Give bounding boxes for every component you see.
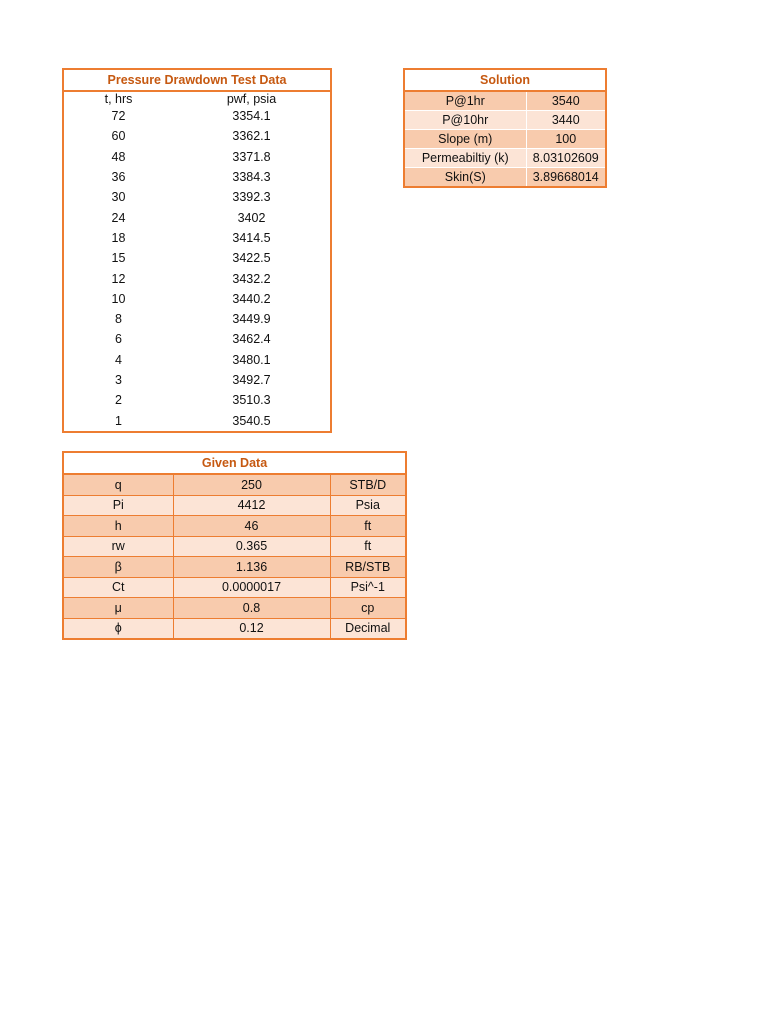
pwf-cell: 3384.3 (232, 170, 271, 185)
table-row (63, 598, 406, 619)
param-cell: h (63, 516, 173, 537)
time-cell: 72 (111, 109, 126, 124)
table-row (63, 167, 331, 187)
solution-label: Slope (m) (404, 130, 526, 149)
table-row (404, 149, 606, 168)
pwf-cell: 3440.2 (232, 291, 271, 306)
time-cell: 15 (111, 251, 126, 266)
unit-cell: cp (330, 598, 406, 619)
header-pwf: pwf, psia (226, 92, 277, 106)
solution-label: Skin(S) (404, 168, 526, 188)
table-row (63, 329, 331, 349)
value-cell: 0.12 (173, 618, 330, 639)
table-row (63, 390, 331, 410)
unit-cell: Decimal (330, 618, 406, 639)
solution-value: 8.03102609 (526, 149, 606, 168)
value-cell: 0.8 (173, 598, 330, 619)
pwf-cell: 3422.5 (232, 251, 271, 266)
drawdown-title: Pressure Drawdown Test Data (63, 69, 331, 91)
time-cell: 36 (111, 170, 126, 185)
solution-label: P@10hr (404, 111, 526, 130)
given-data-title: Given Data (63, 452, 406, 474)
time-cell: 48 (111, 149, 126, 164)
param-cell: Pi (63, 495, 173, 516)
pwf-cell: 3402 (237, 210, 266, 225)
table-row (63, 207, 331, 227)
table-row (404, 130, 606, 149)
value-cell: 0.0000017 (173, 577, 330, 598)
table-row (63, 126, 331, 146)
time-cell: 8 (115, 312, 122, 327)
value-cell: 1.136 (173, 557, 330, 578)
pwf-cell: 3392.3 (232, 190, 271, 205)
pwf-cell: 3540.5 (232, 413, 271, 428)
solution-value: 3.89668014 (526, 168, 606, 188)
time-cell: 60 (111, 129, 126, 144)
given-data-table (62, 451, 407, 640)
table-row (63, 370, 331, 390)
param-cell: Ct (63, 577, 173, 598)
table-row (404, 168, 606, 188)
pwf-cell: 3362.1 (232, 129, 271, 144)
solution-title: Solution (404, 69, 606, 91)
pwf-cell: 3414.5 (232, 230, 271, 245)
pwf-cell: 3432.2 (232, 271, 271, 286)
time-cell: 18 (111, 230, 126, 245)
pwf-cell: 3462.4 (232, 332, 271, 347)
pwf-cell: 3510.3 (232, 393, 271, 408)
pwf-cell: 3371.8 (232, 149, 271, 164)
solution-value: 100 (526, 130, 606, 149)
table-row (63, 536, 406, 557)
time-cell: 24 (111, 210, 126, 225)
table-row (404, 91, 606, 111)
time-cell: 10 (111, 291, 126, 306)
param-cell: rw (63, 536, 173, 557)
unit-cell: STB/D (330, 474, 406, 495)
table-row (63, 147, 331, 167)
value-cell: 46 (173, 516, 330, 537)
unit-cell: ft (330, 536, 406, 557)
value-cell: 250 (173, 474, 330, 495)
table-row (63, 350, 331, 370)
param-cell: μ (63, 598, 173, 619)
unit-cell: ft (330, 516, 406, 537)
pwf-cell: 3480.1 (232, 352, 271, 367)
pwf-cell: 3492.7 (232, 373, 271, 387)
table-row (63, 557, 406, 578)
param-cell: ϕ (63, 618, 173, 639)
table-row (63, 410, 331, 431)
solution-value: 3440 (526, 111, 606, 130)
table-row (63, 495, 406, 516)
drawdown-table (62, 68, 332, 433)
unit-cell: Psi^-1 (330, 577, 406, 598)
table-row (63, 618, 406, 639)
solution-label: P@1hr (404, 91, 526, 111)
table-row (63, 248, 331, 268)
table-row (63, 577, 406, 598)
table-row (63, 516, 406, 537)
table-row (404, 111, 606, 130)
unit-cell: RB/STB (330, 557, 406, 578)
header-time: t, hrs (104, 92, 133, 106)
table-row (63, 268, 331, 288)
time-cell: 12 (111, 271, 126, 286)
table-row (63, 228, 331, 248)
time-cell: 2 (115, 393, 122, 408)
pwf-cell: 3449.9 (232, 312, 271, 327)
time-cell: 4 (115, 352, 122, 367)
time-cell: 3 (115, 373, 122, 387)
table-row (63, 474, 406, 495)
table-row (63, 187, 331, 207)
solution-table (403, 68, 607, 188)
param-cell: β (63, 557, 173, 578)
time-cell: 6 (115, 332, 122, 347)
table-row (63, 289, 331, 309)
solution-value: 3540 (526, 91, 606, 111)
value-cell: 0.365 (173, 536, 330, 557)
solution-label: Permeabiltiy (k) (404, 149, 526, 168)
table-row (63, 309, 331, 329)
pwf-cell: 3354.1 (232, 109, 271, 124)
time-cell: 30 (111, 190, 126, 205)
time-cell: 1 (115, 413, 122, 428)
param-cell: q (63, 474, 173, 495)
unit-cell: Psia (330, 495, 406, 516)
table-row (63, 106, 331, 126)
value-cell: 4412 (173, 495, 330, 516)
